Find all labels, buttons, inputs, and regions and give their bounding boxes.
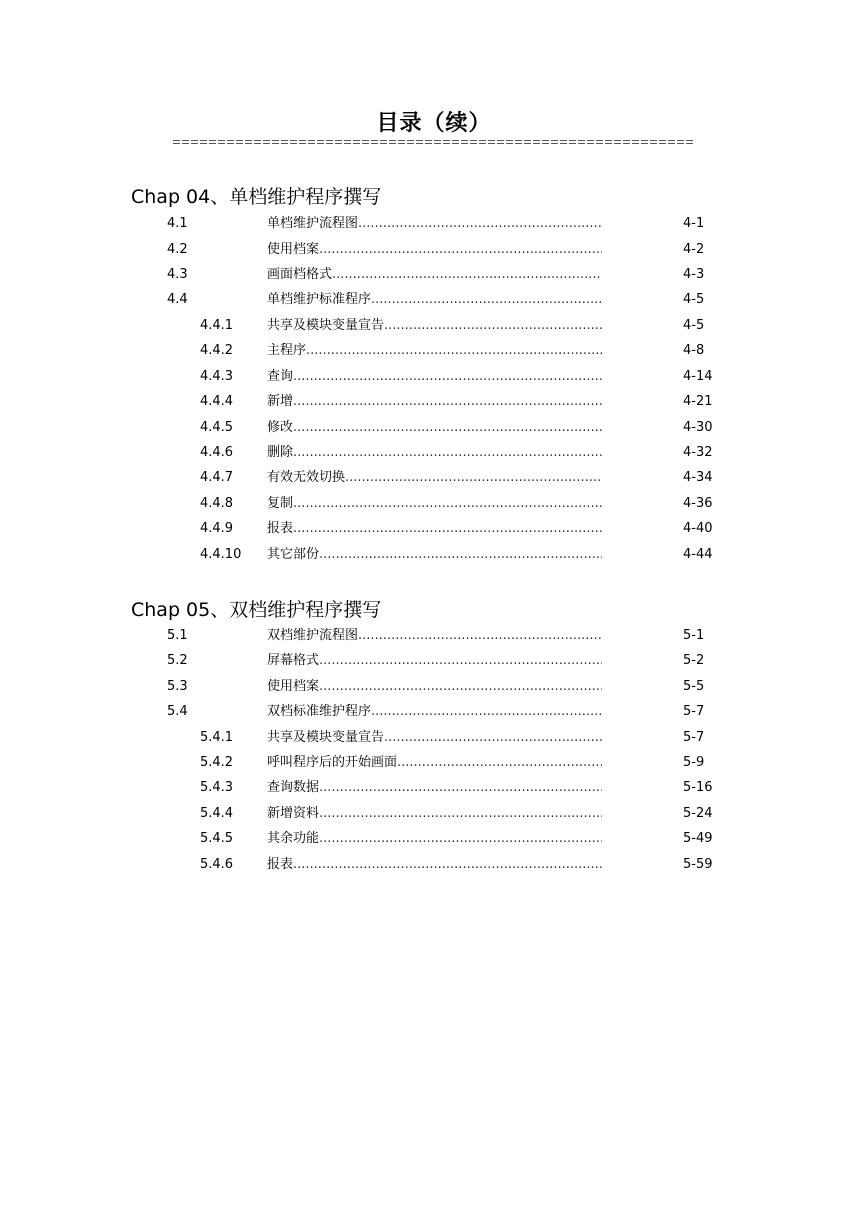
entry-title: 修改 [267, 420, 294, 435]
title-divider [173, 138, 695, 146]
entry-page: 5-24 [683, 806, 713, 821]
toc-entry[interactable] [0, 367, 868, 387]
entry-leader [267, 651, 602, 671]
entry-leader [267, 443, 602, 463]
entry-title: 双档维护流程图 [267, 628, 359, 643]
toc-entry[interactable] [0, 519, 868, 539]
entry-number: 4.4.3 [200, 369, 234, 384]
entry-title: 新增资料 [267, 806, 320, 821]
entry-leader [267, 545, 602, 565]
entry-number: 4.4 [167, 292, 188, 307]
entry-number: 4.4.2 [200, 343, 234, 358]
entry-number: 5.1 [167, 628, 188, 643]
toc-entry[interactable] [0, 341, 868, 361]
entry-title: 其它部份 [267, 547, 320, 562]
entry-title: 共享及模块变量宣告 [267, 318, 385, 333]
entry-page: 4-34 [683, 470, 713, 485]
entry-page: 5-1 [683, 628, 705, 643]
toc-entry[interactable] [0, 545, 868, 565]
toc-entry[interactable] [0, 728, 868, 748]
entry-number: 4.4.1 [200, 318, 234, 333]
entry-number: 4.4.6 [200, 445, 234, 460]
entry-leader [267, 341, 602, 361]
entry-leader [267, 494, 602, 514]
entry-number: 4.1 [167, 216, 188, 231]
entry-page: 4-40 [683, 521, 713, 536]
entry-title: 有效无效切换 [267, 470, 346, 485]
entry-title: 屏幕格式 [267, 653, 320, 668]
toc-entry[interactable] [0, 418, 868, 438]
toc-entry[interactable] [0, 804, 868, 824]
entry-title: 复制 [267, 496, 294, 511]
entry-leader [267, 214, 602, 234]
entry-leader [267, 418, 602, 438]
toc-entry[interactable] [0, 626, 868, 646]
toc-entry[interactable] [0, 240, 868, 260]
toc-entry[interactable] [0, 290, 868, 310]
entry-number: 5.4.3 [200, 780, 234, 795]
entry-number: 5.4.1 [200, 730, 234, 745]
entry-leader [267, 290, 602, 310]
entry-page: 4-8 [683, 343, 705, 358]
entry-leader [267, 855, 602, 875]
entry-page: 5-7 [683, 730, 705, 745]
entry-leader [267, 804, 602, 824]
entry-page: 4-5 [683, 318, 705, 333]
entry-leader [267, 265, 602, 285]
toc-entry[interactable] [0, 392, 868, 412]
toc-entry[interactable] [0, 677, 868, 697]
entry-number: 4.3 [167, 267, 188, 282]
entry-leader [267, 316, 602, 336]
entry-page: 4-30 [683, 420, 713, 435]
entry-title: 报表 [267, 521, 294, 536]
entry-leader [267, 753, 602, 773]
toc-entry[interactable] [0, 443, 868, 463]
entry-title: 呼叫程序后的开始画面 [267, 755, 398, 770]
chapter-heading: Chap 04、单档维护程序撰写 [131, 186, 382, 208]
entry-number: 4.4.5 [200, 420, 234, 435]
entry-leader [267, 392, 602, 412]
entry-leader [267, 829, 602, 849]
entry-title: 查询数据 [267, 780, 320, 795]
entry-page: 5-16 [683, 780, 713, 795]
entry-number: 5.4.2 [200, 755, 234, 770]
entry-number: 5.4.5 [200, 831, 234, 846]
toc-entry[interactable] [0, 214, 868, 234]
entry-page: 5-5 [683, 679, 705, 694]
toc-entry[interactable] [0, 468, 868, 488]
entry-title: 其余功能 [267, 831, 320, 846]
entry-leader [267, 778, 602, 798]
entry-number: 5.4 [167, 704, 188, 719]
entry-leader [267, 626, 602, 646]
entry-leader [267, 367, 602, 387]
entry-title: 主程序 [267, 343, 307, 358]
entry-leader [267, 702, 602, 722]
entry-number: 4.4.7 [200, 470, 234, 485]
toc-entry[interactable] [0, 702, 868, 722]
toc-entry[interactable] [0, 753, 868, 773]
entry-page: 4-36 [683, 496, 713, 511]
toc-entry[interactable] [0, 265, 868, 285]
entry-title: 报表 [267, 857, 294, 872]
toc-entry[interactable] [0, 778, 868, 798]
entry-page: 4-5 [683, 292, 705, 307]
entry-number: 4.2 [167, 242, 188, 257]
entry-number: 4.4.8 [200, 496, 234, 511]
entry-title: 使用档案 [267, 679, 320, 694]
entry-leader [267, 728, 602, 748]
entry-leader [267, 468, 602, 488]
entry-number: 4.4.9 [200, 521, 234, 536]
entry-title: 画面档格式 [267, 267, 333, 282]
entry-title: 共享及模块变量宣告 [267, 730, 385, 745]
toc-entry[interactable] [0, 829, 868, 849]
entry-page: 4-44 [683, 547, 713, 562]
entry-number: 4.4.10 [200, 547, 242, 562]
entry-number: 5.4.4 [200, 806, 234, 821]
entry-title: 删除 [267, 445, 294, 460]
entry-title: 查询 [267, 369, 294, 384]
entry-leader [267, 677, 602, 697]
chapter-heading: Chap 05、双档维护程序撰写 [131, 599, 382, 621]
entry-page: 5-2 [683, 653, 705, 668]
toc-entry[interactable] [0, 316, 868, 336]
entry-page: 4-1 [683, 216, 705, 231]
toc-entry[interactable] [0, 651, 868, 671]
entry-number: 5.3 [167, 679, 188, 694]
entry-page: 4-3 [683, 267, 705, 282]
entry-title: 单档维护标准程序 [267, 292, 372, 307]
entry-page: 5-9 [683, 755, 705, 770]
entry-leader [267, 519, 602, 539]
entry-title: 单档维护流程图 [267, 216, 359, 231]
entry-page: 4-14 [683, 369, 713, 384]
entry-page: 5-49 [683, 831, 713, 846]
entry-leader [267, 240, 602, 260]
entry-title: 使用档案 [267, 242, 320, 257]
toc-entry[interactable] [0, 855, 868, 875]
toc-entry[interactable] [0, 494, 868, 514]
entry-page: 5-59 [683, 857, 713, 872]
entry-number: 4.4.4 [200, 394, 234, 409]
entry-page: 4-32 [683, 445, 713, 460]
entry-number: 5.2 [167, 653, 188, 668]
entry-title: 新增 [267, 394, 294, 409]
entry-title: 双档标准维护程序 [267, 704, 372, 719]
entry-page: 5-7 [683, 704, 705, 719]
entry-page: 4-21 [683, 394, 713, 409]
entry-page: 4-2 [683, 242, 705, 257]
entry-number: 5.4.6 [200, 857, 234, 872]
page-title: 目录（续） [376, 111, 492, 136]
